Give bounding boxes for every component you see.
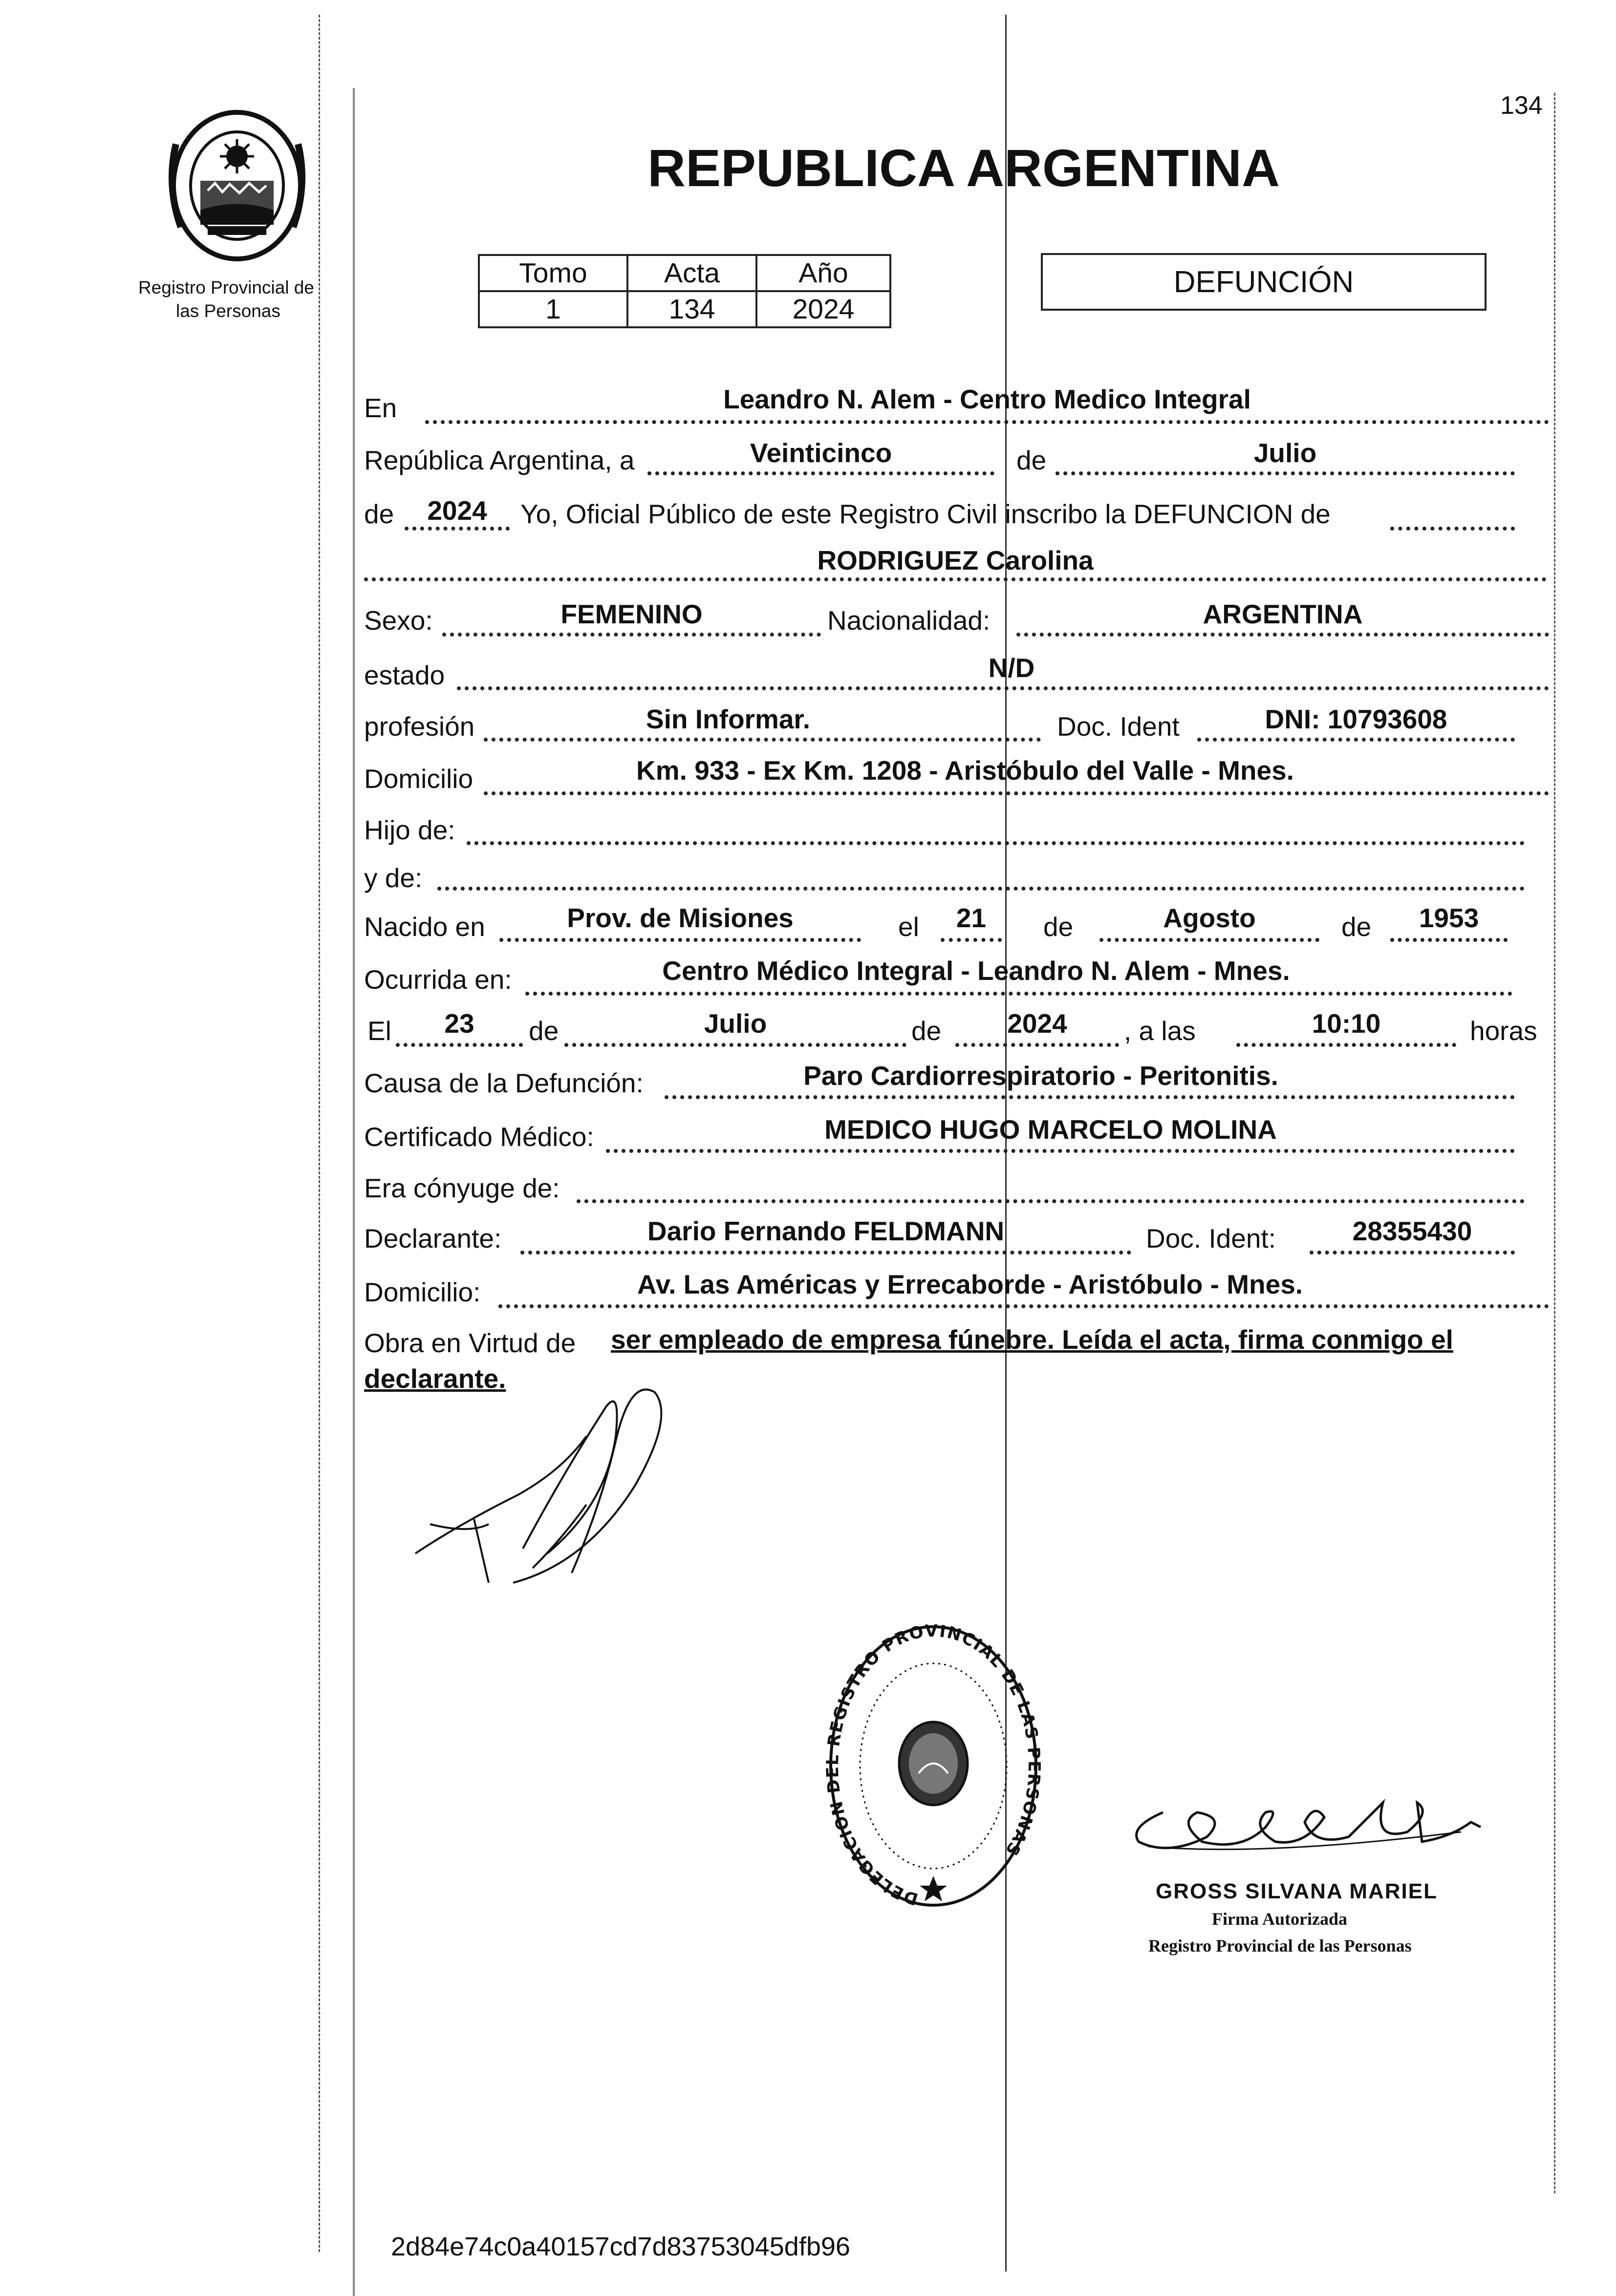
value-ocurrida: Centro Médico Integral - Leandro N. Alem - Mnes. [662,956,1290,986]
label-de-death-year: de [911,1016,942,1046]
value-death-year: 2024 [1007,1008,1067,1039]
dots-birth-day [941,938,1002,942]
label-horas: horas [1470,1016,1537,1046]
official-signature [1119,1783,1500,1871]
scan-line-right [1554,93,1555,2193]
dots-conyuge [577,1199,1525,1203]
label-nacionalidad: Nacionalidad: [827,605,991,636]
dots-month [1056,471,1515,475]
label-domicilio: Domicilio [364,764,474,794]
dots-nacido-place [499,938,861,942]
value-sexo: FEMENINO [560,599,703,629]
dots-estado [457,686,1549,690]
dots-year [405,527,510,531]
statement-text: Yo, Oficial Público de este Registro Civil inscribo la DEFUNCION de [520,499,1331,529]
dots-death-month [564,1043,906,1047]
label-ocurrida: Ocurrida en: [364,964,512,995]
value-obra-line2: declarante. [364,1363,506,1394]
label-doc-ident: Doc. Ident [1057,711,1180,742]
value-obra-line1: ser empleado de empresa fúnebre. Leída el acta, firma conmigo el [611,1324,1453,1355]
registry-table [478,254,891,328]
label-profesion: profesión [364,711,475,742]
value-declarante-doc: 28355430 [1352,1216,1472,1246]
dots-profesion [484,738,1041,742]
value-month: Julio [1253,438,1317,468]
dots-causa [665,1095,1515,1099]
dots-certificado [606,1149,1515,1153]
logo-caption-1: Registro Provincial de [138,277,314,298]
dots-death-year [955,1043,1119,1047]
dots-deceased-name [364,577,1547,581]
value-birth-month: Agosto [1163,903,1256,933]
label-de-year: de [364,499,394,529]
dots-en [425,420,1549,424]
registry-value-acta: 134 [627,291,756,327]
label-republica: República Argentina, a [364,445,635,475]
value-year: 2024 [427,495,487,526]
official-name: GROSS SILVANA MARIEL [1156,1879,1438,1903]
label-certificado: Certificado Médico: [364,1122,594,1152]
dots-death-time [1236,1043,1456,1047]
stamp-ring-text: DELEGACION REGISTRO PROVINCIAL DE LAS SONAS [826,1622,1041,1909]
dots-sexo [442,633,821,637]
dots-declarante-doc [1310,1251,1515,1254]
label-de-death-month: de [529,1016,559,1046]
label-declarante-doc: Doc. Ident: [1146,1223,1276,1254]
label-de-birth-month: de [1043,912,1074,942]
provincial-seal-logo [161,105,313,266]
dots-statement [1390,527,1515,531]
registry-value-anio: 2024 [756,291,890,327]
value-nacionalidad: ARGENTINA [1203,599,1363,629]
dots-death-day [396,1043,523,1047]
scan-line-left [319,15,320,2252]
value-death-time: 10:10 [1312,1008,1381,1039]
label-obra: Obra en Virtud de [364,1328,576,1358]
label-declarante: Declarante: [364,1223,502,1254]
value-domicilio: Km. 933 - Ex Km. 1208 - Aristóbulo del Valle - Mnes. [636,755,1294,786]
dots-domicilio-declarante [498,1304,1549,1308]
value-causa: Paro Cardiorrespiratorio - Peritonitis. [803,1061,1278,1091]
official-office: Registro Provincial de las Personas [1148,1936,1412,1956]
logo-caption-2: las Personas [176,301,280,321]
official-role: Firma Autorizada [1212,1909,1347,1929]
label-domicilio-declarante: Domicilio: [364,1277,481,1307]
label-conyuge: Era cónyuge de: [364,1173,560,1203]
value-death-day: 23 [444,1008,474,1039]
value-domicilio-declarante: Av. Las Américas y Errecaborde - Aristóbulo - Mnes. [637,1269,1303,1299]
label-y-de: y de: [364,863,423,893]
label-de-month: de [1016,445,1047,475]
label-el-death: El [367,1016,391,1046]
label-a-las: , a las [1124,1016,1196,1046]
label-de-birth-year: de [1341,912,1372,942]
label-hijo-de: Hijo de: [364,815,455,845]
dots-day-words [647,471,994,475]
value-birth-day: 21 [956,903,987,933]
delegation-stamp [826,1622,1041,1915]
label-nacido-en: Nacido en [364,912,485,942]
label-el: el [898,912,919,942]
label-sexo: Sexo: [364,605,433,636]
registry-header-anio: Año [756,255,890,291]
scan-line-margin [353,88,355,2296]
registry-header-acta: Acta [627,255,756,291]
dots-birth-year [1390,938,1508,942]
value-certificado: MEDICO HUGO MARCELO MOLINA [824,1114,1277,1145]
registry-header-tomo: Tomo [479,255,627,291]
document-hash: 2d84e74c0a40157cd7d83753045dfb96 [391,2232,850,2261]
label-causa: Causa de la Defunción: [364,1068,644,1098]
act-type-box [1041,253,1487,311]
label-estado: estado [364,660,445,690]
value-en: Leandro N. Alem - Centro Medico Integral [723,384,1251,414]
value-profesion: Sin Informar. [646,704,811,734]
dots-domicilio [484,791,1549,795]
dots-y-de [437,887,1525,891]
registry-value-tomo: 1 [479,291,627,327]
dots-hijo-de [467,841,1525,845]
act-type-label: DEFUNCIÓN [1173,265,1354,299]
page-title: REPUBLICA ARGENTINA [647,138,1280,197]
dots-ocurrida [525,992,1512,996]
value-doc: DNI: 10793608 [1265,704,1447,734]
dots-doc [1197,738,1515,742]
value-declarante: Dario Fernando FELDMANN [647,1216,1005,1246]
value-nacido-place: Prov. de Misiones [567,903,794,933]
declarant-signature [401,1378,704,1607]
value-estado: N/D [988,653,1035,683]
label-en: En [364,393,397,423]
page-number: 134 [1500,91,1543,120]
dots-nacionalidad [1016,633,1549,637]
dots-birth-month [1099,938,1319,942]
value-deceased-name: RODRIGUEZ Carolina [817,545,1094,575]
value-birth-year: 1953 [1419,903,1479,933]
value-death-month: Julio [704,1008,767,1039]
value-day-words: Veinticinco [750,438,892,468]
dots-declarante [520,1251,1131,1254]
